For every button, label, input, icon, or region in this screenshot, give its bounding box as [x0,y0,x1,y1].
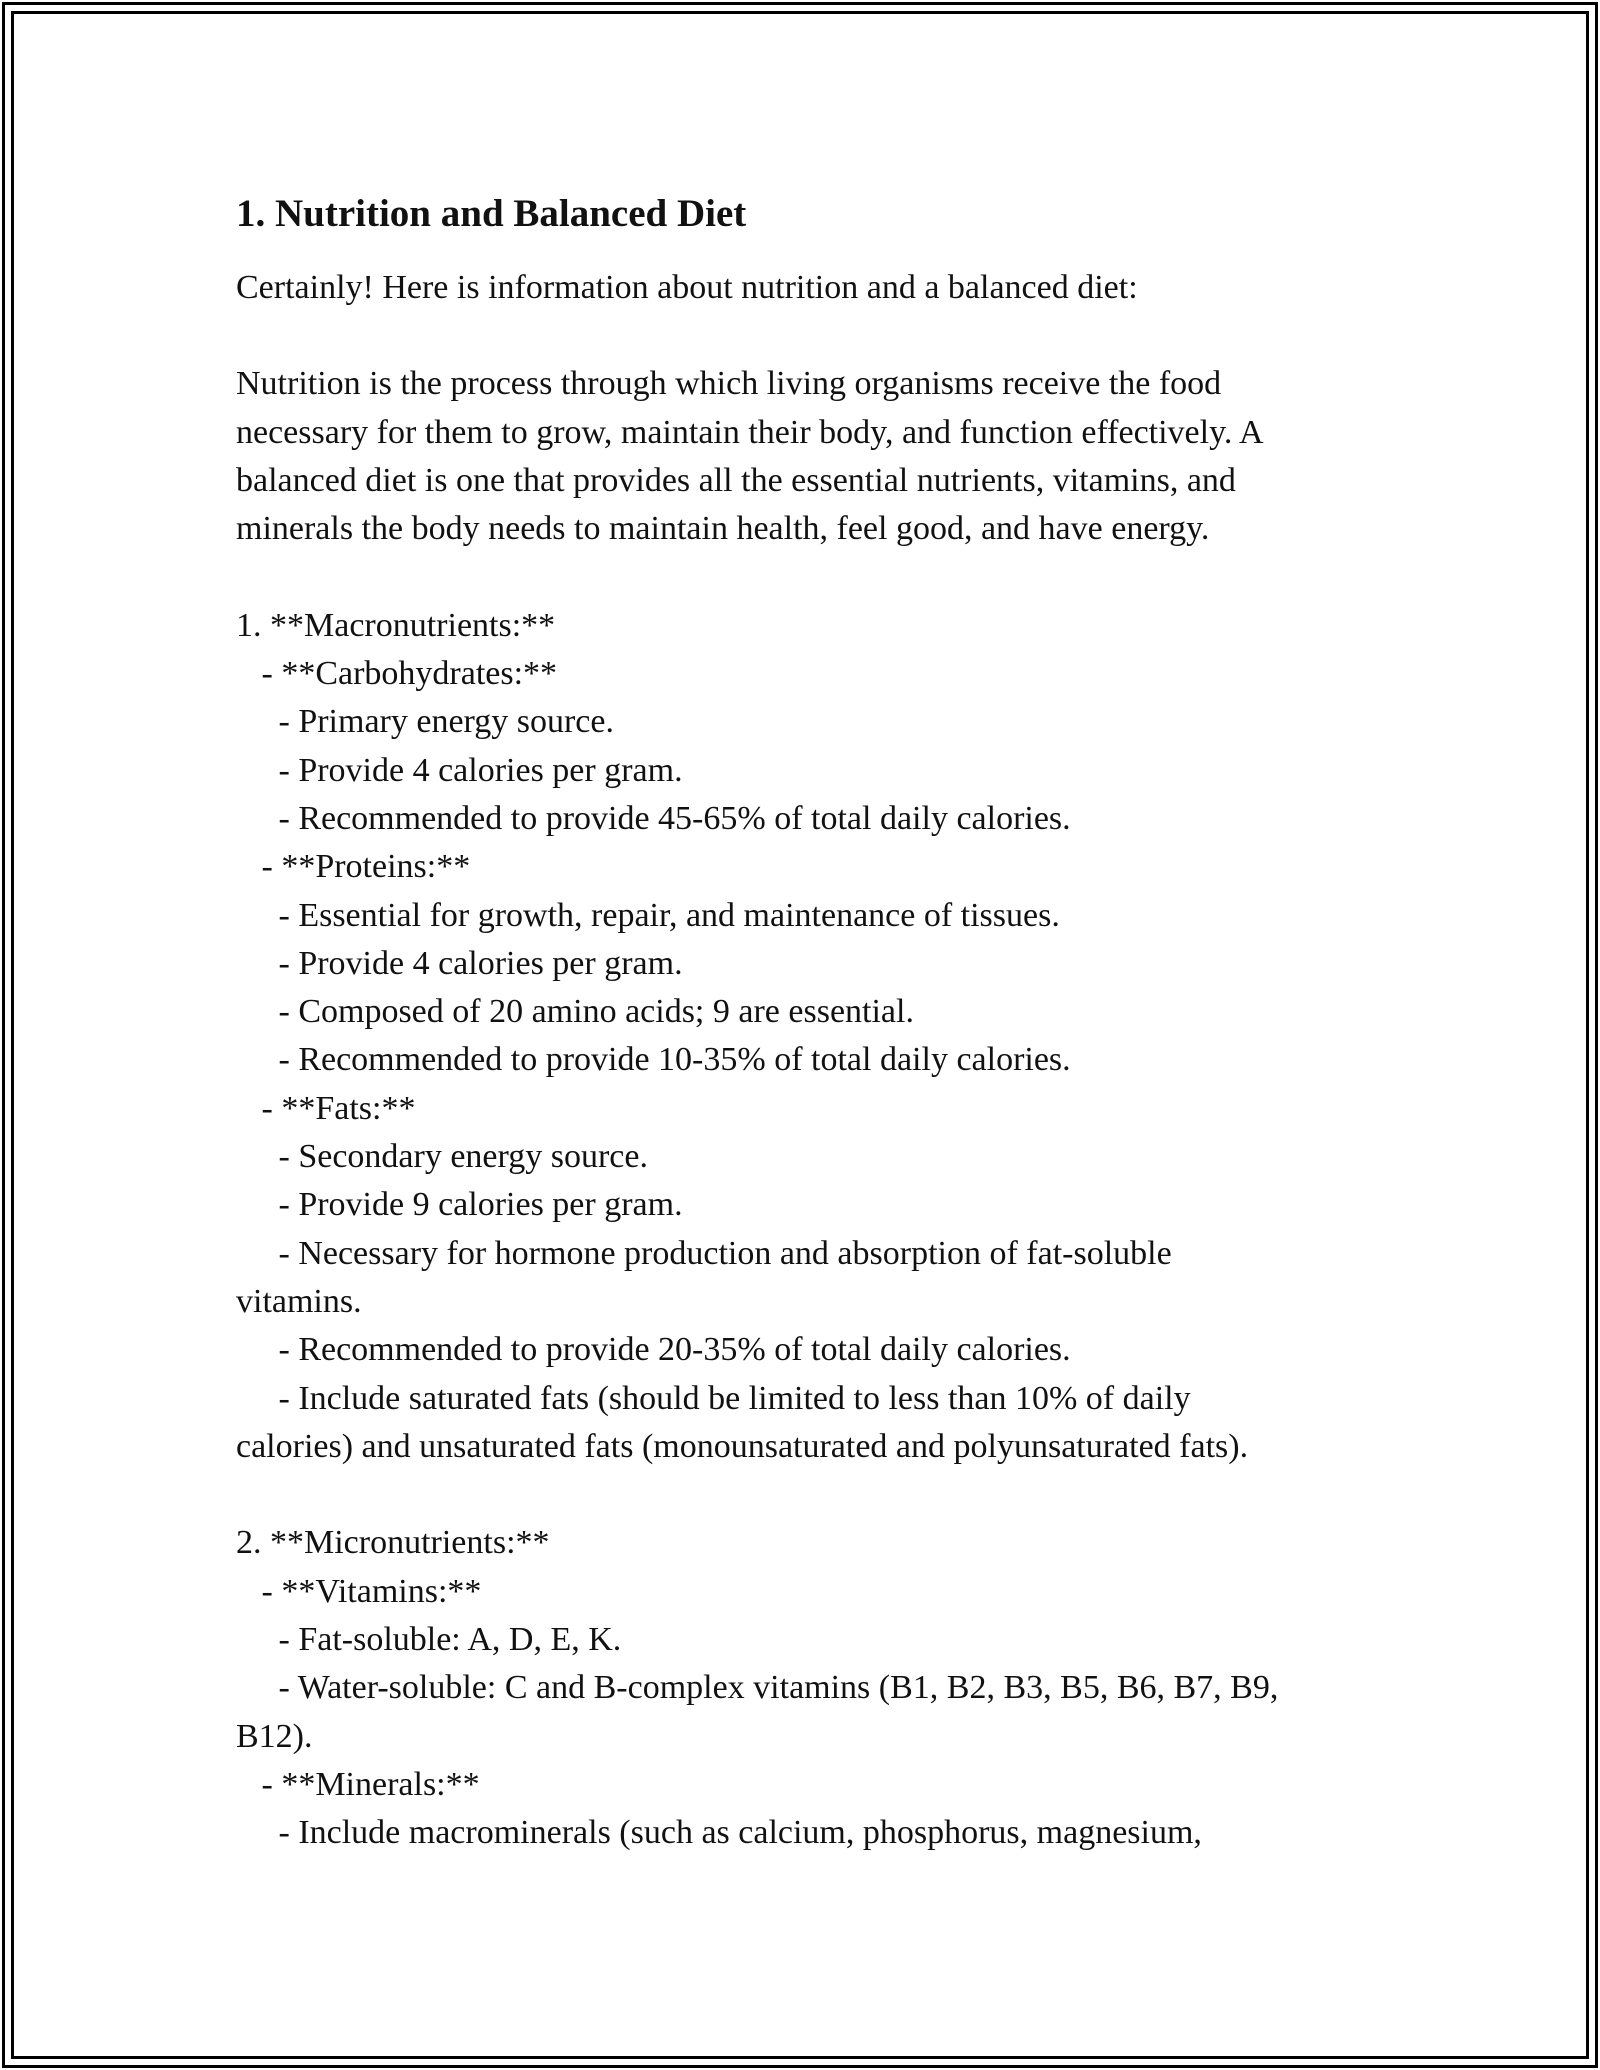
text-line: Nutrition is the process through which living organisms receive the food [236,365,1222,403]
text-line: - Composed of 20 amino acids; 9 are essential. [236,993,914,1031]
text-line: - Include saturated fats (should be limited to less than 10% of daily [236,1379,1191,1417]
text-line: - Recommended to provide 45-65% of total daily calories. [236,799,1071,837]
text-line: - **Minerals:** [236,1765,480,1803]
text-line: - Provide 4 calories per gram. [236,751,683,789]
text-line: - **Carbohydrates:** [236,655,558,693]
document-title: 1. Nutrition and Balanced Diet [236,192,747,235]
text-line: - Primary energy source. [236,703,614,741]
text-line: - **Vitamins:** [236,1572,482,1610]
text-line: - Necessary for hormone production and absorption of fat-soluble [236,1234,1172,1272]
text-line: - Fat-soluble: A, D, E, K. [236,1621,622,1659]
document-content [236,186,1386,1858]
text-line: - Provide 9 calories per gram. [236,1186,683,1224]
text-line: calories) and unsaturated fats (monounsaturated and polyunsaturated fats). [236,1427,1249,1465]
text-line: - Recommended to provide 10-35% of total daily calories. [236,1041,1071,1079]
blank-line [236,553,1386,601]
text-line: - Recommended to provide 20-35% of total daily calories. [236,1331,1071,1369]
document-body [236,360,1386,1857]
text-line: 1. **Macronutrients:** [236,606,556,644]
text-line: minerals the body needs to maintain health, feel good, and have energy. [236,510,1210,548]
text-line: - Essential for growth, repair, and maintenance of tissues. [236,896,1060,934]
text-line: - Secondary energy source. [236,1138,648,1176]
text-line: necessary for them to grow, maintain their body, and function effectively. A [236,413,1264,451]
text-line: 2. **Micronutrients:** [236,1524,550,1562]
text-line: balanced diet is one that provides all the essential nutrients, vitamins, and [236,461,1236,499]
intro-paragraph: Certainly! Here is information about nutrition and a balanced diet: [236,269,1138,306]
text-line: - Include macrominerals (such as calcium, phosphorus, magnesium, [236,1814,1202,1852]
text-line: - Water-soluble: C and B-complex vitamins (B1, B2, B3, B5, B6, B7, B9, [236,1669,1279,1707]
text-line: - **Fats:** [236,1089,416,1127]
text-line: B12). [236,1717,313,1755]
blank-line [236,1471,1386,1519]
text-line: - Provide 4 calories per gram. [236,944,683,982]
text-line: vitamins. [236,1282,362,1320]
text-line: - **Proteins:** [236,848,471,886]
